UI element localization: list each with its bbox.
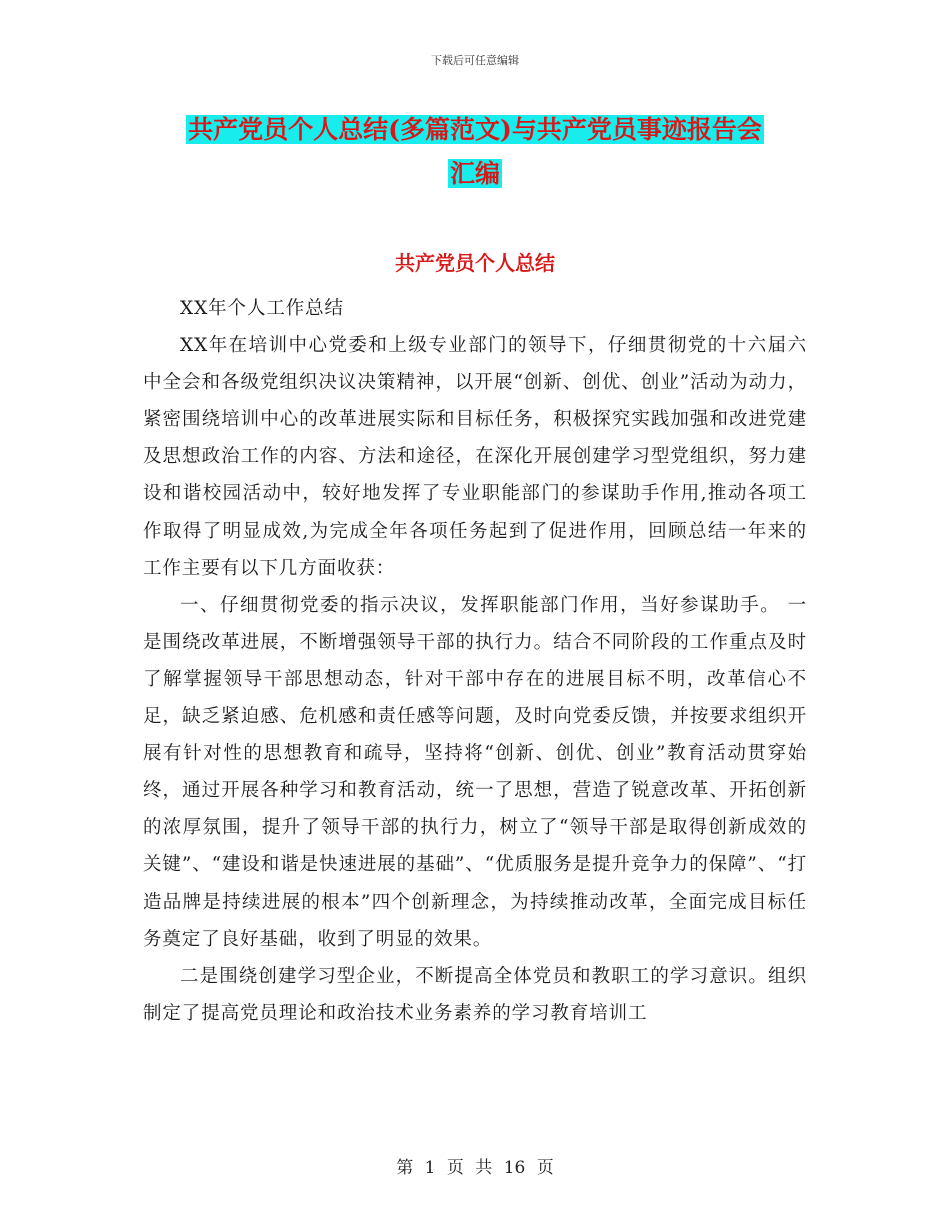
document-title-line1: 共产党员个人总结(多篇范文)与共产党员事迹报告会 xyxy=(188,115,762,144)
paragraph: 二是围绕创建学习型企业，不断提高全体党员和教职工的学习意识。组织制定了提高党员理论和政治技术业务素养的学习教育培训工 xyxy=(143,965,807,1024)
header-note: 下载后可任意编辑 xyxy=(431,54,519,67)
document-title xyxy=(140,108,810,196)
page-footer: 第 1 页 共 16 页 xyxy=(396,1158,554,1178)
document-body xyxy=(143,290,807,1032)
document-title-line2: 汇编 xyxy=(449,159,500,188)
paragraph: 一、仔细贯彻党委的指示决议，发挥职能部门作用，当好参谋助手。 一是围绕改革进展，不断增强领导干部的执行力。结合不同阶段的工作重点及时了解掌握领导干部思想动态，针对干部中存在的进展目标不明，改革信心不足，缺乏紧迫感、危机感和责任感等问题，及时向党委反馈，并按要求组织开展有针对性的思想教育和疏导，坚持将“创新、创优、创业”教育活动贯穿始终，通过开展各种学习和教育活动，统一了思想，营造了锐意改革、开拓创新的浓厚氛围，提升了领导干部的执行力，树立了“领导干部是取得创新成效的关键”、“建设和谐是快速进展的基础”、“优质服务是提升竞争力的保障”、“打造品牌是持续进展的根本”四个创新理念，为持续推动改革，全面完成目标任务奠定了良好基础，收到了明显的效果。 xyxy=(143,594,807,950)
paragraph: XX年在培训中心党委和上级专业部门的领导下，仔细贯彻党的十六届六中全会和各级党组织决议决策精神，以开展“创新、创优、创业”活动为动力，紧密围绕培训中心的改革进展实际和目标任务，积极探究实践加强和改进党建及思想政治工作的内容、方法和途径，在深化开展创建学习型党组织，努力建设和谐校园活动中，较好地发挥了专业职能部门的参谋助手作用,推动各项工作取得了明显成效,为完成全年各项任务起到了促进作用，回顾总结一年来的工作主要有以下几方面收获： xyxy=(143,335,807,579)
paragraph-heading: XX年个人工作总结 xyxy=(180,298,344,319)
section-title: 共产党员个人总结 xyxy=(395,251,555,275)
